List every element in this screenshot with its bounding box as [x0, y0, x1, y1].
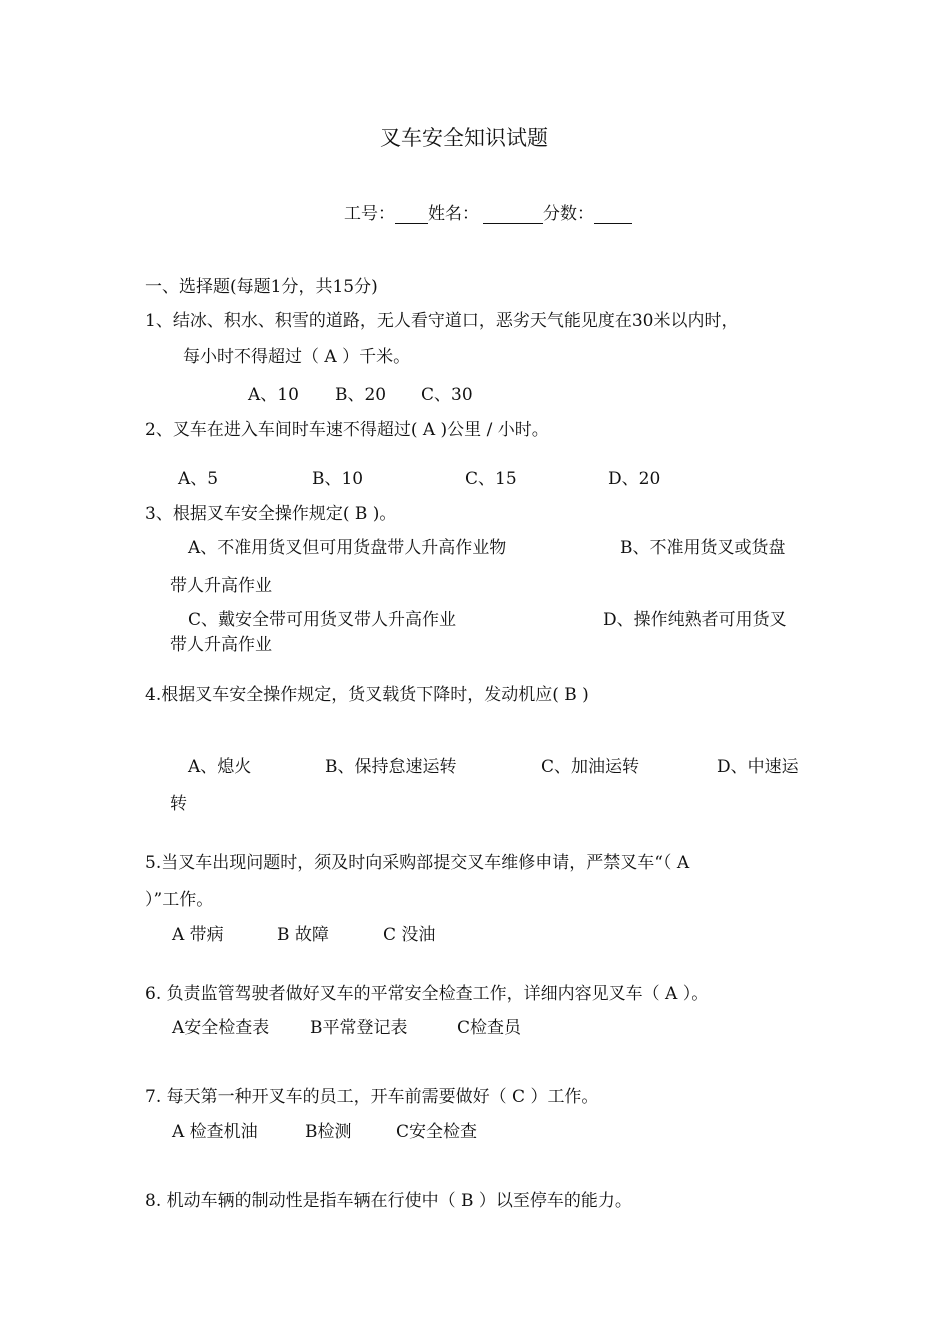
- question-7-option-b: B检测: [305, 1122, 352, 1142]
- name-blank: [483, 205, 543, 224]
- question-2-option-a: A、5: [178, 469, 219, 489]
- question-3-option-d-cont: 带人升高作业: [170, 635, 272, 655]
- question-6: 6. 负责监管驾驶者做好叉车的平常安全检查工作，详细内容见叉车（ A ）。: [145, 984, 709, 1004]
- question-1-option-b: B、20: [335, 385, 387, 405]
- question-3-option-c: C、戴安全带可用货叉带人升高作业: [188, 610, 457, 630]
- question-4-option-b: B、保持怠速运转: [325, 757, 457, 777]
- question-5-option-b: B 故障: [277, 925, 329, 945]
- question-5-option-c: C 没油: [383, 925, 436, 945]
- question-6-option-b: B平常登记表: [310, 1018, 408, 1038]
- question-3-option-b: B、不准用货叉或货盘: [620, 538, 786, 558]
- question-1-option-a: A、10: [248, 385, 299, 405]
- question-2-option-c: C、15: [465, 469, 517, 489]
- question-3: 3、根据叉车安全操作规定( B )。: [145, 504, 397, 524]
- question-7-option-c: C安全检查: [396, 1122, 478, 1142]
- employee-id-label: 工号：: [344, 204, 395, 224]
- question-8: 8. 机动车辆的制动性是指车辆在行使中（ B ）以至停车的能力。: [145, 1191, 632, 1211]
- score-blank: [594, 205, 632, 224]
- question-3-option-a: A、不准用货叉但可用货盘带人升高作业物: [188, 538, 507, 558]
- score-label: 分数：: [543, 204, 594, 224]
- question-1-option-c: C、30: [421, 385, 473, 405]
- question-1-line-1: 1、结冰、积水、积雪的道路，无人看守道口，恶劣天气能见度在30米以内时，: [145, 311, 739, 331]
- question-7-option-a: A 检查机油: [172, 1122, 258, 1142]
- employee-id-blank: [395, 205, 428, 224]
- question-6-option-a: A安全检查表: [172, 1018, 270, 1038]
- question-4-option-d: D、中速运: [717, 757, 799, 777]
- question-2: 2、叉车在进入车间时车速不得超过( A )公里 / 小时。: [145, 420, 549, 440]
- question-1-line-2: 每小时不得超过（ A ）千米。: [183, 347, 411, 367]
- header-fields: [344, 204, 632, 224]
- question-3-option-b-cont: 带人升高作业: [170, 576, 272, 596]
- question-5-line-2: ）”工作。: [145, 890, 214, 910]
- question-3-option-d: D、操作纯熟者可用货叉: [603, 610, 787, 630]
- question-2-option-d: D、20: [608, 469, 661, 489]
- question-5-option-a: A 带病: [172, 925, 224, 945]
- question-2-option-b: B、10: [312, 469, 364, 489]
- question-5-line-1: 5.当叉车出现问题时，须及时向采购部提交叉车维修申请，严禁叉车“（ A: [145, 853, 690, 873]
- question-4-option-d-cont: 转: [170, 794, 187, 814]
- page-title: 叉车安全知识试题: [380, 126, 548, 150]
- question-6-option-c: C检查员: [457, 1018, 522, 1038]
- section-heading: 一、选择题(每题1分，共15分): [145, 277, 378, 297]
- question-4-option-a: A、熄火: [188, 757, 252, 777]
- name-label: 姓名：: [428, 204, 479, 224]
- question-4: 4.根据叉车安全操作规定，货叉载货下降时，发动机应( B ): [145, 685, 589, 705]
- question-7: 7. 每天第一种开叉车的员工，开车前需要做好（ C ）工作。: [145, 1087, 599, 1107]
- question-4-option-c: C、加油运转: [541, 757, 640, 777]
